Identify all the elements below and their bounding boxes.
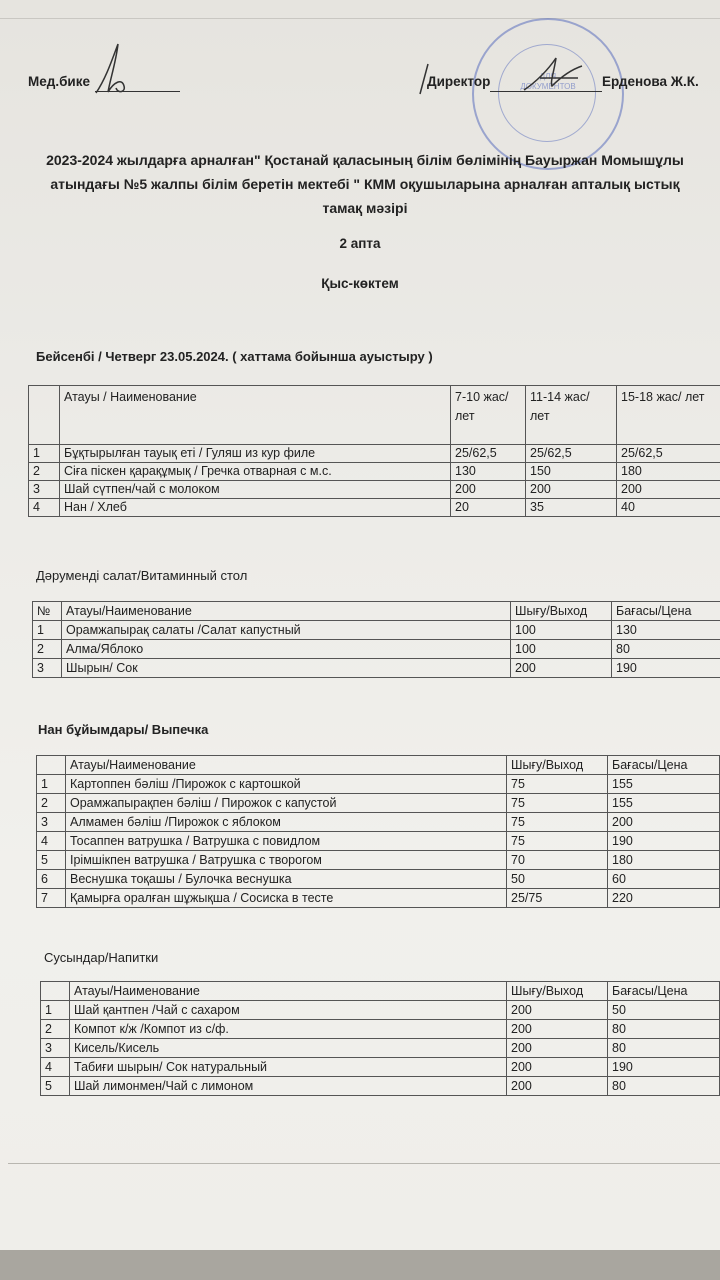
cell: 35 — [526, 499, 617, 517]
background-surface — [0, 1250, 720, 1280]
table-row — [37, 889, 720, 908]
col-name-header: Атауы / Наименование — [60, 386, 451, 445]
cell: 50 — [507, 870, 608, 889]
cell: Шығу/Выход — [511, 602, 612, 621]
cell: 180 — [617, 463, 720, 481]
col-num-header — [29, 386, 60, 445]
cell: 75 — [507, 794, 608, 813]
cell: 20 — [451, 499, 526, 517]
title-line: тамақ мәзірі — [322, 200, 408, 216]
table-row — [29, 499, 720, 517]
vitamin-table — [32, 601, 720, 678]
cell: 3 — [29, 481, 60, 499]
cell: 200 — [507, 1020, 608, 1039]
cell: Бағасы/Цена — [608, 982, 720, 1001]
table-row — [33, 659, 720, 678]
cell: Бағасы/Цена — [608, 756, 720, 775]
cell: 190 — [612, 659, 720, 678]
col-age1-header: 7-10 жас/ лет — [451, 386, 526, 445]
table-row — [41, 1001, 720, 1020]
main-menu-table — [28, 385, 720, 517]
table-header-row — [41, 982, 720, 1001]
cell: 2 — [37, 794, 66, 813]
cell: 75 — [507, 775, 608, 794]
table-row — [37, 813, 720, 832]
cell: Бағасы/Цена — [612, 602, 720, 621]
cell: 25/62,5 — [617, 445, 720, 463]
cell: 190 — [608, 832, 720, 851]
cell: Кисель/Кисель — [70, 1039, 507, 1058]
table-row — [33, 640, 720, 659]
cell: 40 — [617, 499, 720, 517]
cell: Шай лимонмен/Чай с лимоном — [70, 1077, 507, 1096]
bakery-table — [36, 755, 720, 908]
cell: 200 — [451, 481, 526, 499]
cell: 155 — [608, 794, 720, 813]
cell: 190 — [608, 1058, 720, 1077]
cell: 70 — [507, 851, 608, 870]
cell: 4 — [41, 1058, 70, 1077]
cell: 4 — [37, 832, 66, 851]
cell: 50 — [608, 1001, 720, 1020]
cell: 2 — [33, 640, 62, 659]
season-label: Қыс-көктем — [321, 276, 399, 291]
cell: 75 — [507, 813, 608, 832]
cell: 80 — [608, 1039, 720, 1058]
cell — [37, 756, 66, 775]
cell: 75 — [507, 832, 608, 851]
cell: Шығу/Выход — [507, 982, 608, 1001]
cell: 100 — [511, 640, 612, 659]
cell: 200 — [507, 1001, 608, 1020]
cell: 1 — [29, 445, 60, 463]
cell: 2 — [29, 463, 60, 481]
table-row — [37, 870, 720, 889]
drinks-heading: Сусындар/Напитки — [44, 950, 159, 965]
cell: Шығу/Выход — [507, 756, 608, 775]
cell: 5 — [37, 851, 66, 870]
nurse-signature — [88, 38, 138, 100]
table-row — [41, 1058, 720, 1077]
cell: Тосаппен ватрушка / Ватрушка с повидлом — [66, 832, 507, 851]
cell: Атауы/Наименование — [70, 982, 507, 1001]
cell: 200 — [526, 481, 617, 499]
cell: 1 — [41, 1001, 70, 1020]
director-tick — [416, 60, 432, 100]
cell: Нан / Хлеб — [60, 499, 451, 517]
cell: Табиғи шырын/ Сок натуральный — [70, 1058, 507, 1077]
cell: Картоппен бәліш /Пирожок с картошкой — [66, 775, 507, 794]
week-label: 2 апта — [339, 236, 381, 251]
cell: Алма/Яблоко — [62, 640, 511, 659]
table-row — [29, 481, 720, 499]
col-age2-header: 11-14 жас/ лет — [526, 386, 617, 445]
stamp-line: ДЛЯ — [539, 72, 557, 81]
cell: 150 — [526, 463, 617, 481]
day-heading: Бейсенбі / Четверг 23.05.2024. ( хаттама бойынша ауыстыру ) — [36, 349, 433, 364]
title-line: 2023-2024 жылдарға арналған" Қостанай қаласының білім бөлімінің Бауыржан Момышұлы — [46, 152, 684, 168]
table-row — [29, 463, 720, 481]
cell: Ірімшікпен ватрушка / Ватрушка с творогом — [66, 851, 507, 870]
cell: 1 — [33, 621, 62, 640]
cell: № — [33, 602, 62, 621]
stamp-line: ДОКУМЕНТОВ — [520, 82, 576, 91]
cell: 200 — [507, 1039, 608, 1058]
title-line: атындағы №5 жалпы білім беретін мектебі " КММ оқушыларына арналған апталық ыстық — [50, 176, 680, 192]
cell: 6 — [37, 870, 66, 889]
director-label: Директор — [427, 74, 491, 89]
director-name: Ерденова Ж.К. — [602, 74, 699, 89]
cell: 3 — [41, 1039, 70, 1058]
cell: 200 — [617, 481, 720, 499]
vitamin-heading: Дәруменді салат/Витаминный стол — [36, 568, 248, 583]
fold-line — [0, 18, 720, 19]
cell: 220 — [608, 889, 720, 908]
cell: Сіға піскен қарақұмық / Гречка отварная с м.с. — [60, 463, 451, 481]
cell: Алмамен бәліш /Пирожок с яблоком — [66, 813, 507, 832]
cell: Атауы/Наименование — [66, 756, 507, 775]
cell: 200 — [511, 659, 612, 678]
cell: 7 — [37, 889, 66, 908]
table-row — [41, 1077, 720, 1096]
cell: 80 — [612, 640, 720, 659]
table-row — [37, 794, 720, 813]
table-header-row — [37, 756, 720, 775]
col-age3-header: 15-18 жас/ лет — [617, 386, 720, 445]
cell: 100 — [511, 621, 612, 640]
cell: 200 — [507, 1077, 608, 1096]
cell: 25/75 — [507, 889, 608, 908]
table-header-row — [29, 386, 720, 445]
cell: Қамырға оралған шұжықша / Сосиска в тесте — [66, 889, 507, 908]
drinks-table — [40, 981, 720, 1096]
cell: 200 — [608, 813, 720, 832]
cell: Компот к/ж /Компот из с/ф. — [70, 1020, 507, 1039]
cell: 4 — [29, 499, 60, 517]
cell: 130 — [612, 621, 720, 640]
table-row — [41, 1020, 720, 1039]
cell: 60 — [608, 870, 720, 889]
cell: Шай қантпен /Чай с сахаром — [70, 1001, 507, 1020]
cell: 3 — [37, 813, 66, 832]
cell: 80 — [608, 1077, 720, 1096]
cell: Шай сүтпен/чай с молоком — [60, 481, 451, 499]
cell: Шырын/ Сок — [62, 659, 511, 678]
table-row — [37, 775, 720, 794]
table-row — [33, 621, 720, 640]
cell: 155 — [608, 775, 720, 794]
table-row — [29, 445, 720, 463]
menu-title — [20, 148, 710, 220]
cell: Орамжапырақ салаты /Салат капустный — [62, 621, 511, 640]
table-row — [41, 1039, 720, 1058]
cell: 25/62,5 — [526, 445, 617, 463]
cell: 130 — [451, 463, 526, 481]
cell: 2 — [41, 1020, 70, 1039]
director-signature — [520, 52, 590, 96]
cell: 80 — [608, 1020, 720, 1039]
fold-line — [8, 1163, 720, 1164]
nurse-label: Мед.бике — [28, 74, 90, 89]
table-row — [37, 832, 720, 851]
cell: Бұқтырылған тауық еті / Гуляш из кур филе — [60, 445, 451, 463]
cell: Атауы/Наименование — [62, 602, 511, 621]
cell: 5 — [41, 1077, 70, 1096]
cell: 25/62,5 — [451, 445, 526, 463]
table-row — [37, 851, 720, 870]
cell: 200 — [507, 1058, 608, 1077]
cell: Веснушка тоқашы / Булочка веснушка — [66, 870, 507, 889]
bakery-heading: Нан бұйымдары/ Выпечка — [38, 722, 209, 737]
cell: 1 — [37, 775, 66, 794]
cell: 3 — [33, 659, 62, 678]
cell: 180 — [608, 851, 720, 870]
cell: Орамжапырақпен бәліш / Пирожок с капустой — [66, 794, 507, 813]
table-header-row — [33, 602, 720, 621]
cell — [41, 982, 70, 1001]
